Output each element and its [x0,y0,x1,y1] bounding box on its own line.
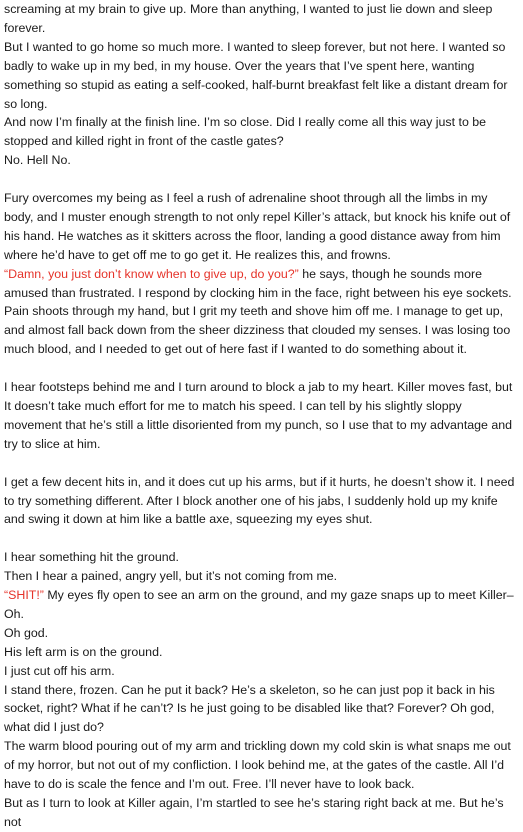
paragraph [4,189,520,265]
paragraph [4,643,520,662]
narration-text: Oh god. [4,625,49,640]
document-body [4,0,520,832]
dialogue-text: “SHIT!” [4,588,44,603]
paragraph [4,737,520,794]
narration-text: Then I hear a pained, angry yell, but it’s not coming from me. [4,569,338,584]
narration-text: he says, though he sounds more amused than frustrated. I respond by clocking him in the face, right between his eye sockets. Pain shoots through my hand, but I grit my teeth and shove him off me. I manage to get up, and almost fall back down from the sheer dizziness that clouded my senses. I was losing too much blood, and I needed to get out of here fast if I wanted to do something about it. [4,266,512,357]
narration-text: The warm blood pouring out of my arm and trickling down my cold skin is what snaps me out of my horror, but not out of my confliction. I look behind me, at the gates of the castle. All I’d have to do is scale the fence and I’m out. Free. I’ll never have to look back. [4,739,511,792]
narration-text: Oh. [4,606,24,621]
narration-text: I hear footsteps behind me and I turn around to block a jab to my heart. Killer moves fast, but It doesn’t take much effort for me to match his speed. I can tell by his slightly sloppy movement that he’s still a little disoriented from my punch, so I use that to my advantage and try to slice at him. [4,380,513,451]
narration-text: screaming at my brain to give up. More than anything, I wanted to just lie down and sleep forever. [4,2,493,35]
paragraph-gap [4,170,520,189]
paragraph [4,794,520,832]
narration-text: No. Hell No. [4,153,71,168]
narration-text: I get a few decent hits in, and it does cut up his arms, but if it hurts, he doesn’t show it. I need to try something different. After I block another one of his jabs, I suddenly hold up my knife and swing it down at him like a battle axe, squeezing my eyes shut. [4,474,515,527]
paragraph [4,113,520,151]
narration-text: I stand there, frozen. Can he put it back? He’s a skeleton, so he can just pop it back in his socket, right? What if he can’t? Is he just going to be disabled like that? Forever? Oh god, what did I just do? [4,682,495,735]
paragraph [4,151,520,170]
paragraph [4,605,520,624]
narration-text: I hear something hit the ground. [4,550,179,565]
paragraph [4,681,520,738]
paragraph [4,473,520,530]
paragraph-gap [4,454,520,473]
narration-text: His left arm is on the ground. [4,644,163,659]
narration-text: And now I’m finally at the finish line. I’m so close. Did I really come all this way just to be stopped and killed right in front of the castle gates? [4,115,487,149]
paragraph [4,662,520,681]
narration-text: Fury overcomes my being as I feel a rush of adrenaline shoot through all the limbs in my body, and I muster enough strength to not only repel Killer’s attack, but knock his knife out of his hand. He watches as it skitters across the floor, landing a good distance away from him where he’d have to get off me to go get it. He realizes this, and frowns. [4,191,511,262]
paragraph [4,265,520,360]
paragraph [4,624,520,643]
paragraph-gap [4,359,520,378]
paragraph [4,0,520,38]
dialogue-text: “Damn, you just don’t know when to give up, do you?” [4,266,299,281]
paragraph [4,567,520,586]
narration-text: But as I turn to look at Killer again, I’m startled to see he’s staring right back at me. But he’s not [4,796,504,829]
paragraph [4,586,520,605]
narration-text: My eyes fly open to see an arm on the ground, and my gaze snaps up to meet Killer– [43,588,514,603]
paragraph [4,378,520,454]
paragraph [4,548,520,567]
narration-text: I just cut off his arm. [4,663,115,678]
narration-text: But I wanted to go home so much more. I wanted to sleep forever, but not here. I wanted so badly to wake up in my bed, in my house. Over the years that I’ve spent here, wanting something so stupid as eating a self-cooked, half-burnt breakfast felt like a distant dream for so long. [4,39,508,111]
paragraph-gap [4,529,520,548]
paragraph [4,38,520,114]
